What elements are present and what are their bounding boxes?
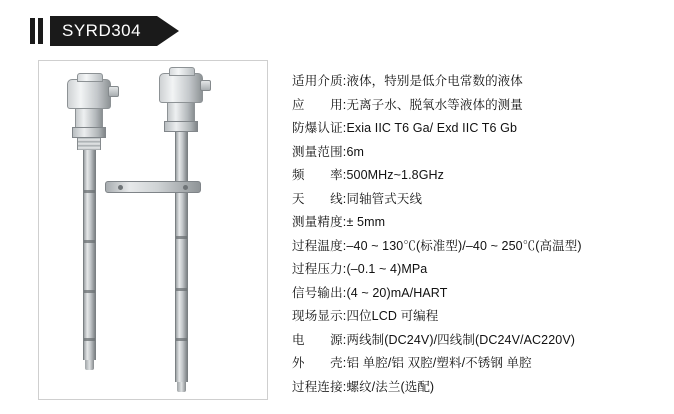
spec-value: (–0.1 ~ 4)MPa [346, 262, 428, 276]
spec-label: 防爆认证: [292, 121, 347, 135]
spec-label: 电 源: [292, 332, 347, 347]
spec-row [292, 74, 664, 88]
spec-value: (4 ~ 20)mA/HART [346, 285, 448, 300]
spec-row [292, 215, 664, 229]
specification-list [292, 74, 664, 403]
spec-value: 500MHz~1.8GHz [346, 168, 445, 182]
spec-label: 天 线: [292, 191, 347, 206]
spec-row [292, 380, 664, 394]
spec-label: 现场显示: [292, 309, 347, 323]
housing-neck-icon [167, 103, 195, 121]
coaxial-probe-rod [175, 132, 188, 382]
housing-icon [159, 73, 203, 103]
spec-value: 铝 单腔/铝 双腔/塑料/不锈钢 单腔 [346, 356, 532, 370]
spec-row [292, 262, 664, 276]
spec-value: 四位LCD 可编程 [346, 309, 439, 323]
spec-label: 测量范围: [292, 144, 347, 159]
spec-label: 外 壳: [292, 356, 347, 370]
housing-lid-icon [77, 73, 103, 82]
hex-nut-icon [72, 127, 106, 138]
device-variant-flanged [159, 73, 203, 392]
spec-row [292, 309, 664, 323]
cable-gland-icon [200, 80, 211, 91]
coaxial-probe-rod [83, 150, 96, 360]
device-variant-threaded [67, 79, 111, 370]
spec-value: 无离子水、脱氧水等液体的测量 [346, 97, 523, 112]
spec-row [292, 356, 664, 370]
product-header [30, 16, 179, 46]
housing-neck-icon [75, 109, 103, 127]
spec-value: 同轴管式天线 [346, 191, 423, 206]
spec-row [292, 333, 664, 347]
spec-row [292, 286, 664, 300]
spec-row [292, 121, 664, 135]
spec-label: 过程连接: [292, 379, 347, 394]
spec-value: ± 5mm [346, 215, 386, 229]
spec-row [292, 145, 664, 159]
spec-label: 频 率: [292, 168, 347, 182]
spec-row [292, 192, 664, 206]
spec-value: Exia IIC T6 Ga/ Exd IIC T6 Gb [346, 121, 518, 135]
housing-icon [67, 79, 111, 109]
spec-label: 测量精度: [292, 215, 347, 229]
spec-value: 6m [346, 144, 365, 159]
header-arrow-icon [157, 16, 179, 46]
spec-row [292, 98, 664, 112]
spec-label: 过程温度: [292, 238, 347, 253]
spec-row [292, 239, 664, 253]
spec-row [292, 168, 664, 182]
product-title: SYRD304 [50, 16, 157, 46]
spec-value: 螺纹/法兰(选配) [346, 379, 435, 394]
spec-value: –40 ~ 130℃(标准型)/–40 ~ 250℃(高温型) [346, 238, 582, 253]
thread-connection-icon [77, 138, 101, 150]
spec-label: 适用介质: [292, 74, 347, 88]
probe-tip-icon [85, 360, 94, 370]
hex-nut-icon [164, 121, 198, 132]
cable-gland-icon [108, 86, 119, 97]
product-image-panel [38, 60, 268, 400]
spec-label: 应 用: [292, 97, 347, 112]
spec-label: 信号输出: [292, 285, 347, 300]
spec-label: 过程压力: [292, 262, 347, 276]
spec-value: 两线制(DC24V)/四线制(DC24V/AC220V) [346, 332, 576, 347]
spec-value: 液体，特别是低介电常数的液体 [346, 74, 523, 88]
housing-lid-icon [169, 67, 195, 76]
flange-connection-icon [105, 181, 201, 193]
header-bars-icon [30, 16, 50, 46]
probe-tip-icon [177, 382, 186, 392]
